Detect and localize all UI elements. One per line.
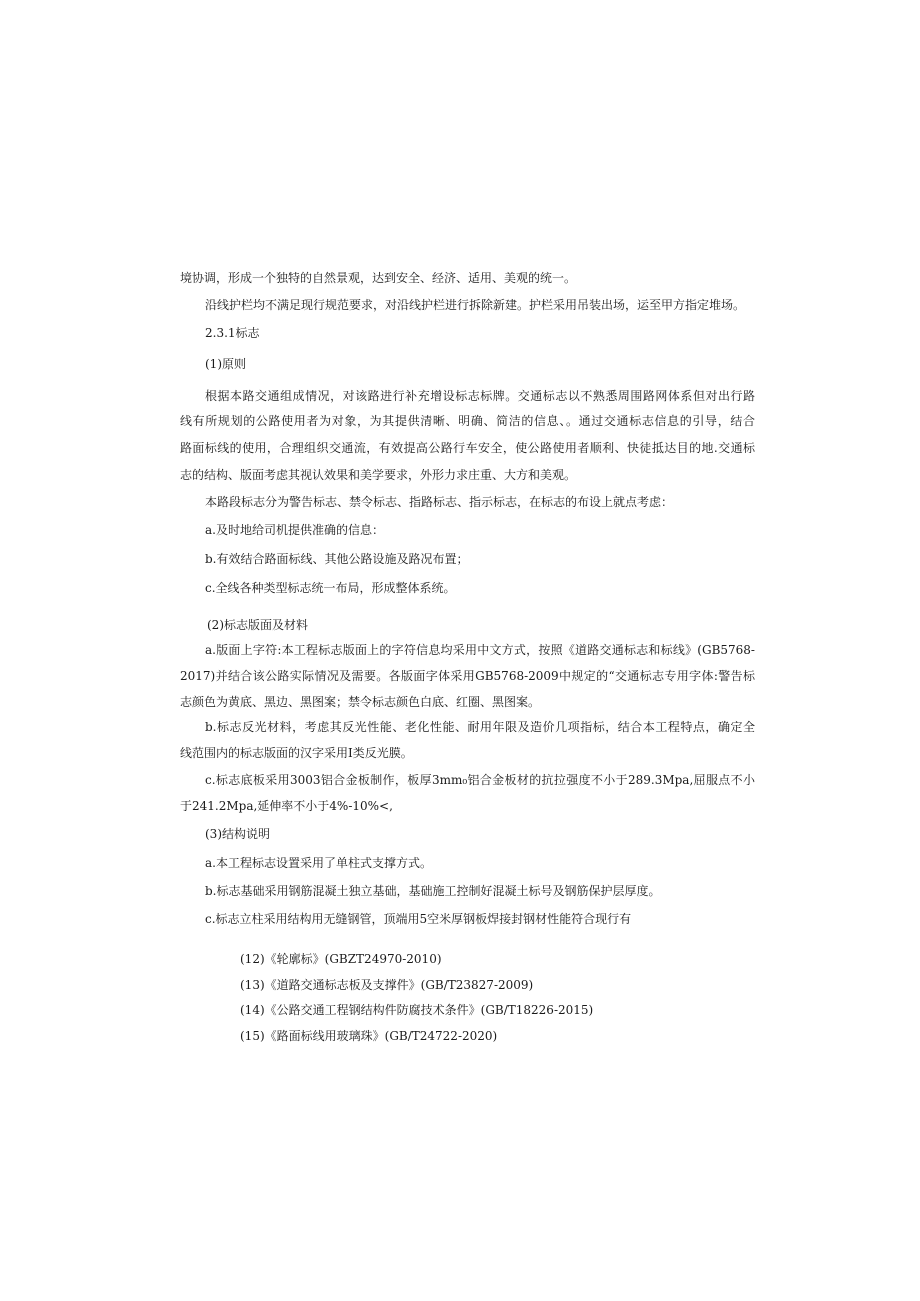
list-item: c.全线各种类型标志统一布局，形成整体系统。 [205,581,456,595]
list-item: b.标志基础采用钢筋混凝土独立基础，基础施工控制好混凝土标号及钢筋保护层厚度。 [205,884,661,898]
reference-item: (15)《路面标线用玻璃珠》(GB/T24722-2020) [240,1029,498,1043]
list-item: a.本工程标志设置采用了单柱式支撑方式。 [205,856,432,870]
text-line: a.版面上字符:本工程标志版面上的字符信息均采用中文方式，按照《道路交通标志和标线》(GB5768- [205,643,755,657]
text-line: 线范围内的标志版面的汉字采用I类反光膜。 [180,746,413,760]
subsection-heading: (1)原则 [205,357,246,371]
text-line: c.标志底板采用3003铝合金板制作，板厚3mm₀铝合金板材的抗拉强度不小于289.3Mpa,屈服点不小 [205,773,755,787]
text-line: 2017)并结合该公路实际情况及需要。各版面字体采用GB5768-2009中规定的“交通标志专用字体:警告标 [180,669,755,683]
text-line: 于241.2Mpa,延伸率不小于4%-10%<, [180,799,393,813]
text-line: 志的结构、版面考虑其视认效果和美学要求，外形力求庄重、大方和美观。 [180,468,577,482]
text-line: 志颜色为黄底、黑边、黑图案；禁令标志颜色白底、红圈、黑图案。 [180,695,541,709]
text-line: 根据本路交通组成情况，对该路进行补充增设标志标牌。交通标志以不熟悉周围路网体系但对出行路 [205,389,755,403]
section-heading: 2.3.1标志 [205,326,260,340]
text-line: 本路段标志分为警告标志、禁令标志、指路标志、指示标志，在标志的布设上就点考虑： [205,495,674,509]
subsection-heading: (2)标志版面及材料 [207,618,308,632]
text-line: b.标志反光材料，考虑其反光性能、老化性能、耐用年限及造价几项指标，结合本工程特点，确定全 [205,720,755,734]
reference-item: (13)《道路交通标志板及支撑件》(GB/T23827-2009) [240,978,534,992]
subsection-heading: (3)结构说明 [205,827,270,841]
text-line: 沿线护栏均不满足现行规范要求，对沿线护栏进行拆除新建。护栏采用吊装出场，运至甲方指定堆场。 [205,298,746,312]
list-item: a.及时地给司机提供准确的信息： [205,523,384,537]
reference-item: (12)《轮廓标》(GBZT24970-2010) [240,952,442,966]
text-line: 线有所规划的公路使用者为对象，为其提供清晰、明确、简洁的信息、。通过交通标志信息的引导，结合 [180,414,755,428]
text-line: 境协调，形成一个独特的自然景观，达到安全、经济、适用、美观的统一。 [180,271,577,285]
list-item: b.有效结合路面标线、其他公路设施及路况布置； [205,552,469,566]
list-item: c.标志立柱采用结构用无缝钢管，顶端用5空米厚钢板焊接封钢材性能符合现行有 [205,912,632,926]
text-line: 路面标线的使用，合理组织交通流，有效提高公路行车安全，使公路使用者顺利、快徒抵达目的地.交通标 [180,441,755,455]
reference-item: (14)《公路交通工程钢结构件防腐技术条件》(GB/T18226-2015) [240,1003,594,1017]
